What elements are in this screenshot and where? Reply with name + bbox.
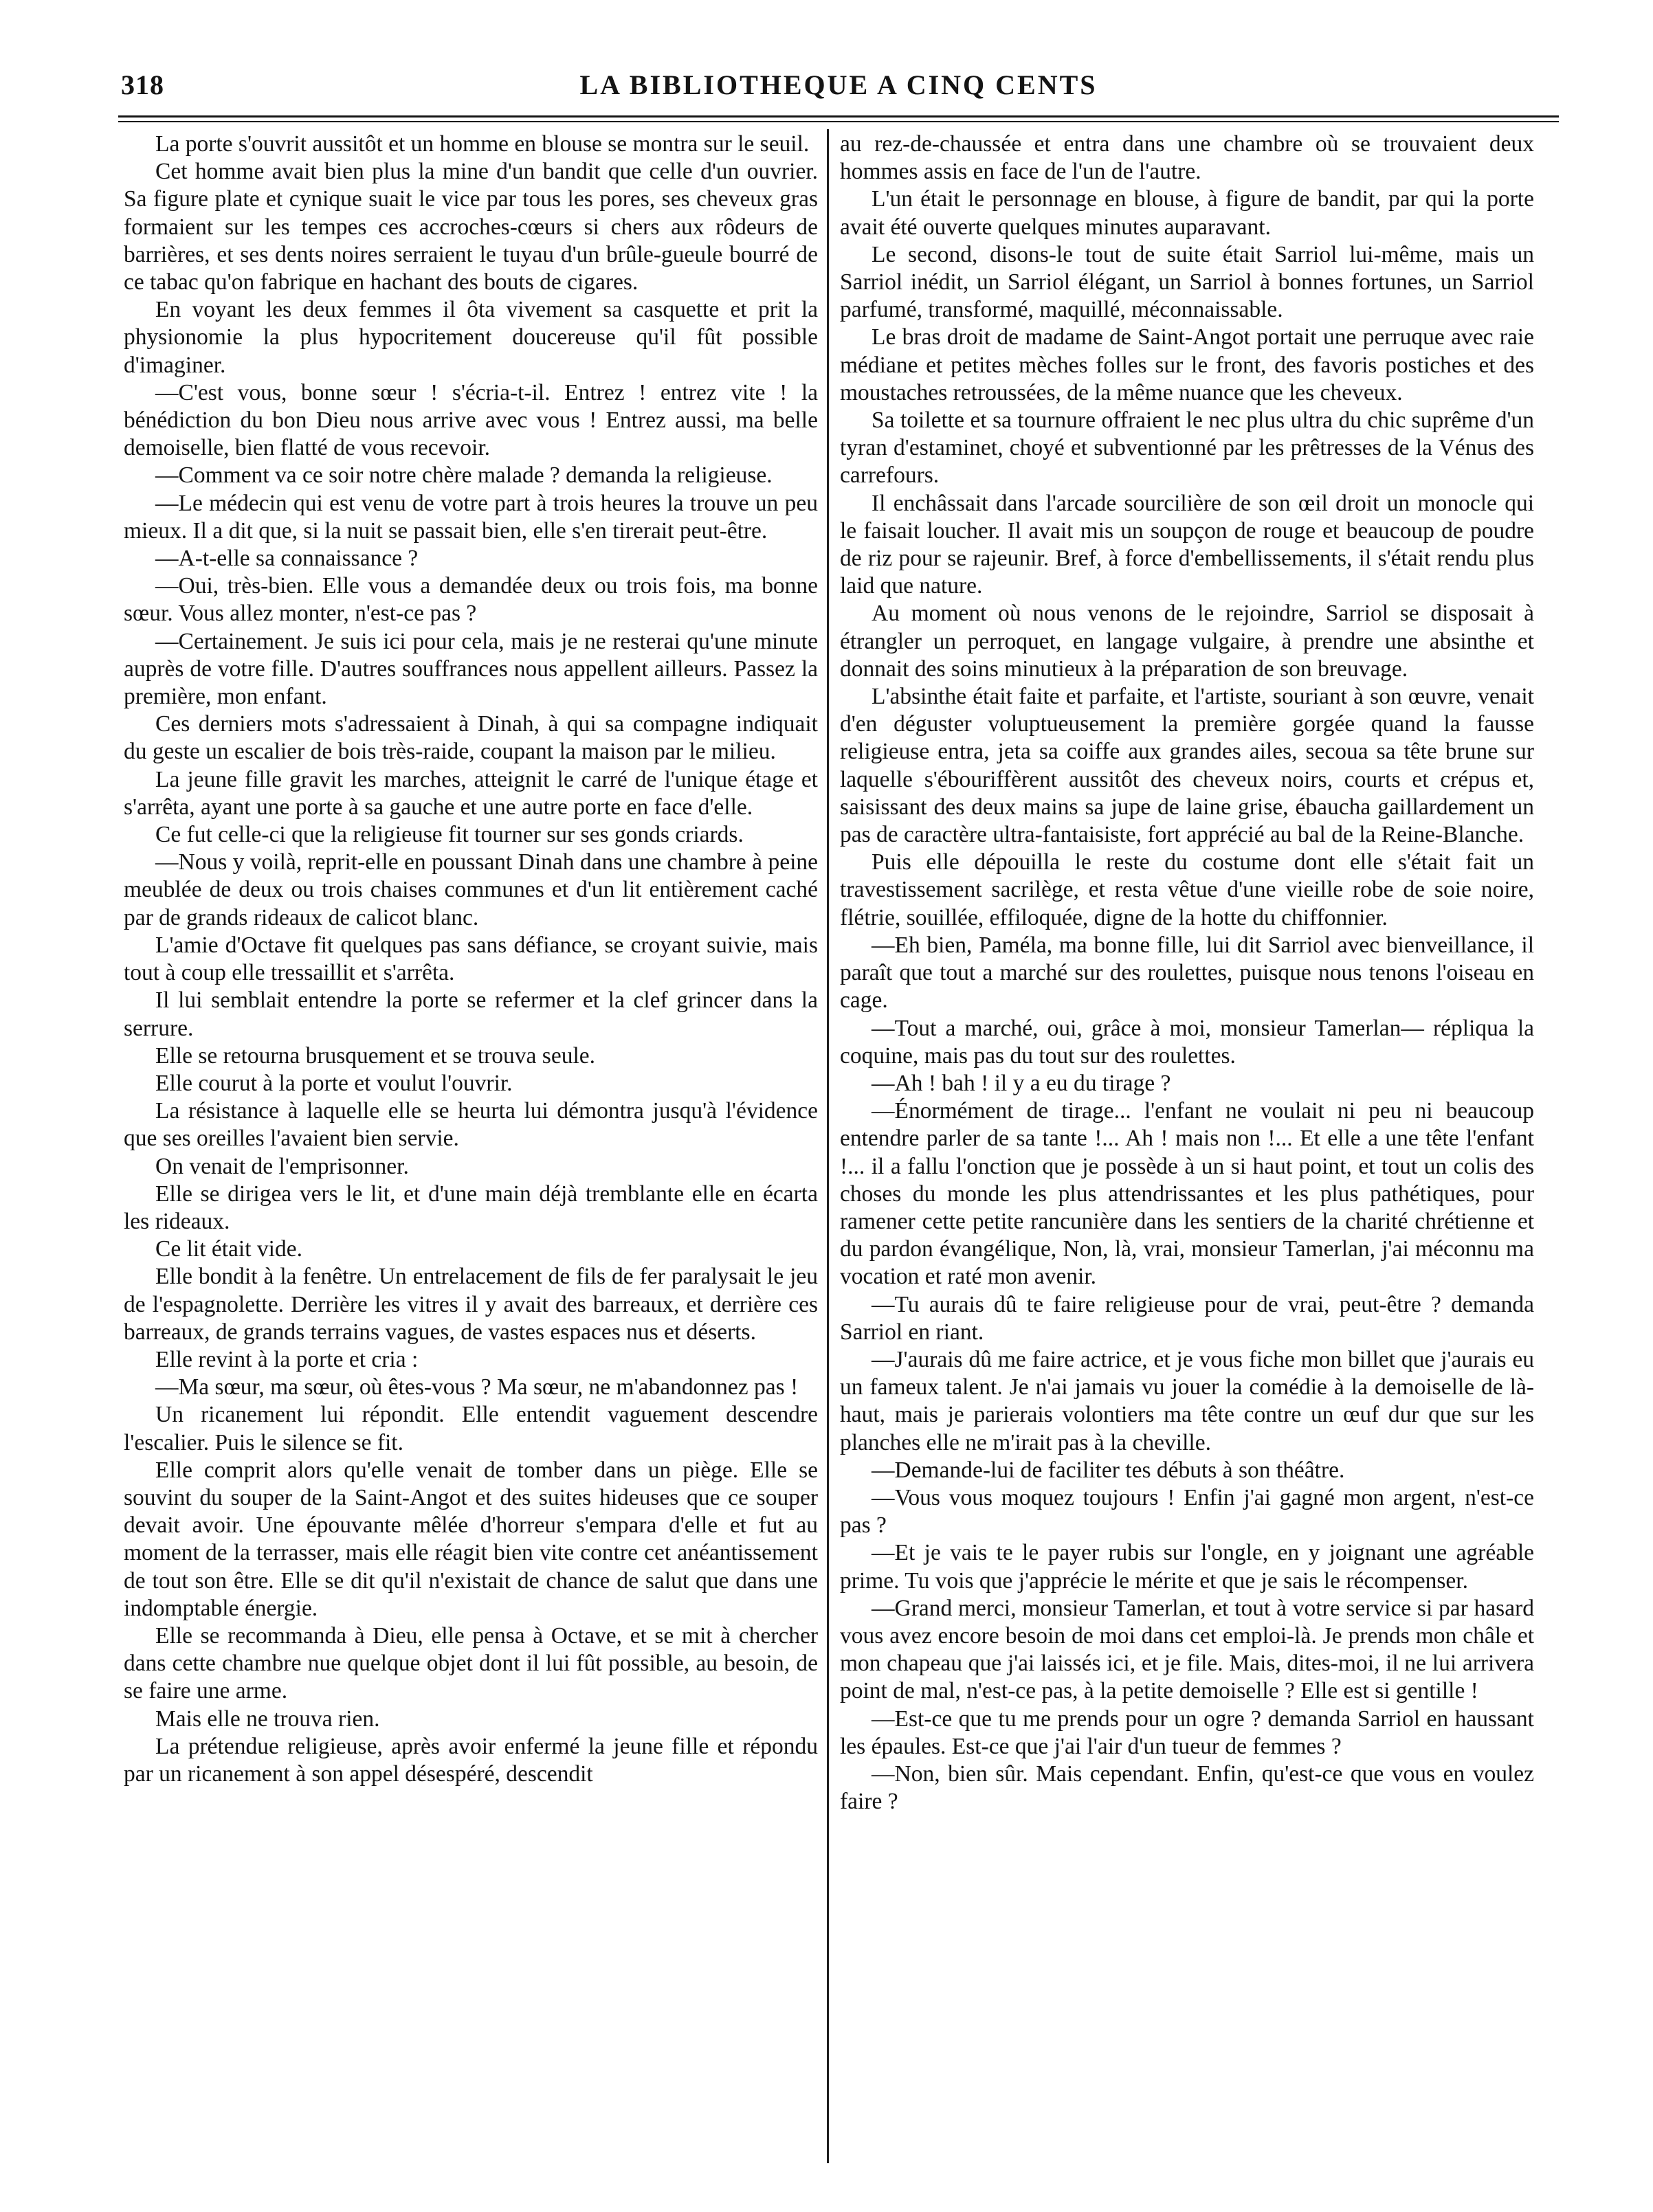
paragraph: Elle se dirigea vers le lit, et d'une main déjà tremblante elle en écarta les rideaux. bbox=[124, 1181, 818, 1234]
paragraph: —Tu aurais dû te faire religieuse pour de vrai, peut-être ? demanda Sarriol en riant. bbox=[840, 1291, 1534, 1345]
paragraph: —Grand merci, monsieur Tamerlan, et tout à votre service si par hasard vous avez encore besoin de moi dans cet emploi-là. Je prends mon châle et mon chapeau que j'ai laissés ici, et je file. Mais, dites-moi, il ne lui arrivera point de mal, n'est-ce pas, à la petite demoiselle ? Elle est si gentille ! bbox=[840, 1595, 1534, 1704]
page-number: 318 bbox=[121, 69, 164, 100]
paragraph: Ce fut celle-ci que la religieuse fit tourner sur ses gonds criards. bbox=[155, 822, 744, 848]
paragraph: —Oui, très-bien. Elle vous a demandée deux ou trois fois, ma bonne sœur. Vous allez monter, n'est-ce pas ? bbox=[124, 573, 818, 627]
paragraph: Le bras droit de madame de Saint-Angot portait une perruque avec raie médiane et petites mèches folles sur le front, des favoris postiches et des moustaches retroussées, de la même nuance que les cheveux. bbox=[840, 324, 1534, 405]
paragraph: L'un était le personnage en blouse, à figure de bandit, par qui la porte avait été ouverte quelques minutes auparavant. bbox=[840, 186, 1534, 240]
paragraph: Mais elle ne trouva rien. bbox=[155, 1706, 380, 1732]
paragraph: —Certainement. Je suis ici pour cela, mais je ne resterai qu'une minute auprès de votre fille. D'autres souffrances nous appellent ailleurs. Passez la première, mon enfant. bbox=[124, 628, 818, 710]
paragraph: Elle se recommanda à Dieu, elle pensa à Octave, et se mit à chercher dans cette chambre nue quelque objet dont il lui fût possible, au besoin, de se faire une arme. bbox=[124, 1622, 818, 1704]
running-title: LA BIBLIOTHEQUE A CINQ CENTS bbox=[579, 69, 1098, 100]
paragraph: —Comment va ce soir notre chère malade ? demanda la religieuse. bbox=[155, 462, 773, 489]
paragraph: En voyant les deux femmes il ôta vivement sa casquette et prit la physionomie la plus hypocritement doucereuse qu'il fût possible d'imaginer. bbox=[124, 297, 818, 378]
paragraph: —Eh bien, Paméla, ma bonne fille, lui dit Sarriol avec bienveillance, il paraît que tout a marché sur des roulettes, puisque nous tenons l'oiseau en cage. bbox=[840, 932, 1534, 1014]
paragraph: —Ma sœur, ma sœur, où êtes-vous ? Ma sœur, ne m'abandonnez pas ! bbox=[155, 1374, 799, 1400]
paragraph: Elle revint à la porte et cria : bbox=[155, 1346, 419, 1372]
paragraph: —A-t-elle sa connaissance ? bbox=[155, 546, 419, 572]
paragraph: Elle se retourna brusquement et se trouva seule. bbox=[155, 1042, 596, 1069]
paragraph: —Et je vais te le payer rubis sur l'ongle, en y joignant une agréable prime. Tu vois que j'apprécie le mérite et que je sais le récompenser. bbox=[840, 1540, 1534, 1594]
page-header bbox=[117, 66, 1560, 110]
paragraph: —J'aurais dû me faire actrice, et je vous fiche mon billet que j'aurais eu un fameux talent. Je n'ai jamais vu jouer la comédie à la demoiselle de là-haut, mais je parierais volontiers ma tête contre un œuf dur que sur les planches elle ne m'irait pas à la cheville. bbox=[840, 1346, 1534, 1455]
header-rule-bottom bbox=[118, 121, 1559, 122]
paragraph: Puis elle dépouilla le reste du costume dont elle s'était fait un travestissement sacrilège, et resta vêtue d'une vieille robe de soie noire, flétrie, souillée, effiloquée, digne de la hotte du chiffonnier. bbox=[840, 849, 1534, 930]
paragraph: L'amie d'Octave fit quelques pas sans défiance, se croyant suivie, mais tout à coup elle tressaillit et s'arrêta. bbox=[124, 932, 818, 986]
paragraph: —Tout a marché, oui, grâce à moi, monsieur Tamerlan— répliqua la coquine, mais pas du tout sur des roulettes. bbox=[840, 1015, 1534, 1069]
paragraph: Elle comprit alors qu'elle venait de tomber dans un piège. Elle se souvint du souper de la Saint-Angot et des suites hideuses que ce souper devait avoir. Une épouvante mêlée d'horreur s'empara d'elle et fut au moment de la terrasser, mais elle réagit bien vite contre cet anéantissement de tout son être. Elle se dit qu'il n'existait de chance de salut que dans une indomptable énergie. bbox=[124, 1457, 818, 1621]
paragraph: Il enchâssait dans l'arcade sourcilière de son œil droit un monocle qui le faisait loucher. Il avait mis un soupçon de rouge et beaucoup de poudre de riz pour se rajeunir. Bref, à force d'embellissements, il s'était rendu plus laid que nature. bbox=[840, 490, 1534, 599]
left-column bbox=[124, 131, 818, 1788]
paragraph: Un ricanement lui répondit. Elle entendit vaguement descendre l'escalier. Puis le silence se fit. bbox=[124, 1402, 818, 1455]
paragraph: La porte s'ouvrit aussitôt et un homme en blouse se montra sur le seuil. bbox=[155, 131, 810, 157]
paragraph: —Non, bien sûr. Mais cependant. Enfin, qu'est-ce que vous en voulez faire ? bbox=[840, 1761, 1534, 1815]
paragraph: —Le médecin qui est venu de votre part à trois heures la trouve un peu mieux. Il a dit que, si la nuit se passait bien, elle s'en tirerait peut-être. bbox=[124, 490, 818, 544]
paragraph: —Vous vous moquez toujours ! Enfin j'ai gagné mon argent, n'est-ce pas ? bbox=[840, 1484, 1534, 1539]
paragraph: —Demande-lui de faciliter tes débuts à son théâtre. bbox=[872, 1457, 1345, 1483]
paragraph: —C'est vous, bonne sœur ! s'écria-t-il. Entrez ! entrez vite ! la bénédiction du bon Dieu nous arrive avec vous ! Entrez aussi, ma belle demoiselle, bien flatté de vous recevoir. bbox=[124, 379, 818, 461]
paragraph: La prétendue religieuse, après avoir enfermé la jeune fille et répondu par un ricanement à son appel désespéré, descendit bbox=[124, 1733, 818, 1787]
paragraph: Il lui semblait entendre la porte se refermer et la clef grincer dans la serrure. bbox=[124, 987, 818, 1041]
paragraph: Au moment où nous venons de le rejoindre, Sarriol se disposait à étrangler un perroquet, en langage vulgaire, à prendre une absinthe et donnait des soins minutieux à la préparation de son breuvage. bbox=[840, 601, 1534, 682]
paragraph: Cet homme avait bien plus la mine d'un bandit que celle d'un ouvrier. Sa figure plate et cynique suait le vice par tous les pores, ses cheveux gras formaient sur les tempes ces accroches-cœurs si chers aux rôdeurs de barrières, et ses dents noires serraient le tuyau d'un brûle-gueule bourré de ce tabac qu'on fabrique en hachant des bouts de cigares. bbox=[124, 159, 818, 295]
paragraph: —Ah ! bah ! il y a eu du tirage ? bbox=[872, 1070, 1171, 1096]
column-divider bbox=[827, 129, 829, 2163]
paragraph: La jeune fille gravit les marches, atteignit le carré de l'unique étage et s'arrêta, ayant une porte à sa gauche et une autre porte en face d'elle. bbox=[124, 766, 818, 820]
paragraph: —Est-ce que tu me prends pour un ogre ? demanda Sarriol en haussant les épaules. Est-ce que j'ai l'air d'un tueur de femmes ? bbox=[840, 1706, 1534, 1759]
paragraph: au rez-de-chaussée et entra dans une chambre où se trouvaient deux hommes assis en face de l'un de l'autre. bbox=[840, 131, 1534, 185]
header-rule-top bbox=[118, 115, 1559, 118]
paragraph: L'absinthe était faite et parfaite, et l'artiste, souriant à son œuvre, venait d'en déguster voluptueusement la première gorgée quand la fausse religieuse entra, jeta sa coiffe aux grandes ailes, secoua sa tête brune sur laquelle s'ébouriffèrent aussitôt des cheveux noirs, courts et crépus et, saisissant des deux mains sa jupe de laine grise, ébaucha gaillardement un pas de caractère ultra-fantaisiste, fort apprécié au bal de la Reine-Blanche. bbox=[840, 684, 1534, 848]
paragraph: Le second, disons-le tout de suite était Sarriol lui-même, mais un Sarriol inédit, un Sarriol élégant, un Sarriol à bonnes fortunes, un Sarriol parfumé, transformé, maquillé, méconnaissable. bbox=[840, 241, 1534, 323]
right-column bbox=[840, 131, 1534, 1816]
paragraph: Sa toilette et sa tournure offraient le nec plus ultra du chic suprême d'un tyran d'estaminet, choyé et subventionné par les prêtresses de la Vénus des carrefours. bbox=[840, 407, 1534, 489]
paragraph: La résistance à laquelle elle se heurta lui démontra jusqu'à l'évidence que ses oreilles l'avaient bien servie. bbox=[124, 1098, 818, 1152]
paragraph: On venait de l'emprisonner. bbox=[155, 1153, 409, 1179]
paragraph: Ce lit était vide. bbox=[155, 1236, 302, 1262]
paragraph: Elle bondit à la fenêtre. Un entrelacement de fils de fer paralysait le jeu de l'espagnolette. Derrière les vitres il y avait des barreaux, et derrière ces barreaux, de grands terrains vagues, de vastes espaces nus et déserts. bbox=[124, 1264, 818, 1345]
paragraph: —Énormément de tirage... l'enfant ne voulait ni peu ni beaucoup entendre parler de sa tante !... Ah ! mais non !... Et elle a une tête l'enfant !... il a fallu l'onction que je possède à un si haut point, et tout un colis des choses du monde les plus attendrissantes et les plus pathétiques, pour ramener cette petite rancunière dans les sentiers de la charité chrétienne et du pardon évangélique, Non, là, vrai, monsieur Tamerlan, j'ai méconnu ma vocation et raté mon avenir. bbox=[840, 1098, 1534, 1290]
paragraph: Elle courut à la porte et voulut l'ouvrir. bbox=[155, 1070, 513, 1096]
paragraph: Ces derniers mots s'adressaient à Dinah, à qui sa compagne indiquait du geste un escalier de bois très-raide, coupant la maison par le milieu. bbox=[124, 711, 818, 765]
paragraph: —Nous y voilà, reprit-elle en poussant Dinah dans une chambre à peine meublée de deux ou trois chaises communes et d'un lit entièrement caché par de grands rideaux de calicot blanc. bbox=[124, 849, 818, 930]
